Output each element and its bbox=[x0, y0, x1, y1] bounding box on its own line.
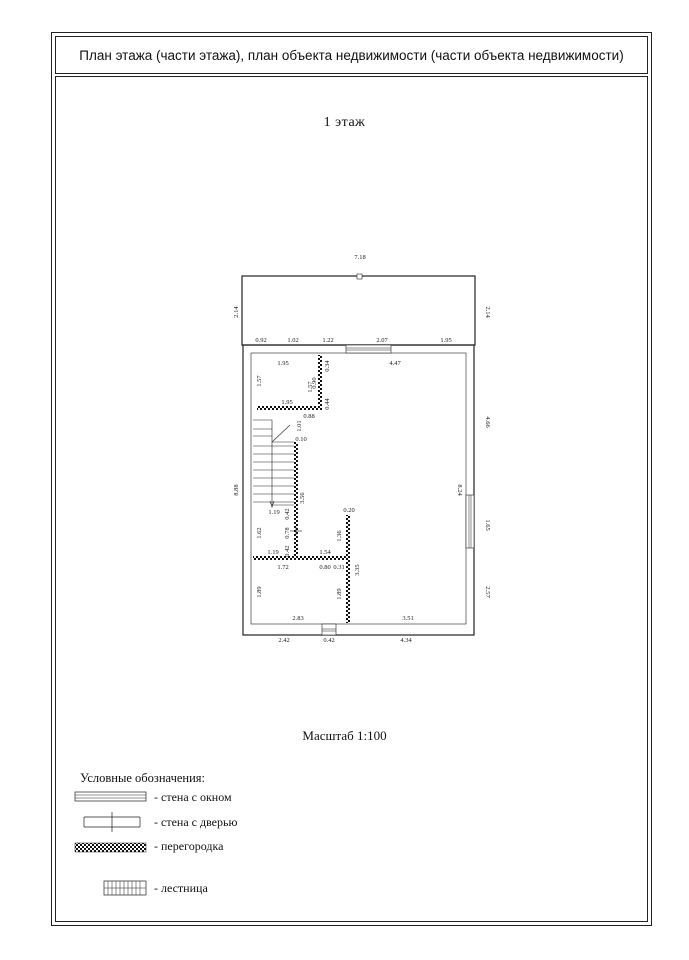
dim-0-44: 0.44 bbox=[324, 398, 331, 410]
dim-1-01: 1.01 bbox=[296, 420, 303, 432]
dim-3-35: 3.35 bbox=[354, 564, 361, 576]
dim-2-83: 2.83 bbox=[292, 615, 304, 622]
dim-1-36: 1.36 bbox=[336, 530, 343, 542]
dim-1-57-small: 1.57 bbox=[307, 381, 314, 393]
top-window bbox=[346, 345, 391, 353]
dim-right-2-57: 2.57 bbox=[484, 586, 491, 598]
dim-1-89-left: 1.89 bbox=[256, 586, 263, 598]
wall-with-door-icon bbox=[84, 812, 140, 832]
dim-1-19-b: 1.19 bbox=[267, 549, 279, 556]
dim-0-80: 0.80 bbox=[319, 564, 331, 571]
staircase bbox=[253, 420, 294, 507]
legend-title: Условные обозначения: bbox=[80, 771, 206, 785]
dim-bottom-2-42: 2.42 bbox=[278, 637, 290, 644]
dim-1-22: 1.22 bbox=[322, 337, 334, 344]
partition-bathroom bbox=[346, 515, 350, 623]
dim-right-8-24: 8.24 bbox=[456, 484, 463, 496]
legend-label-staircase: - лестница bbox=[154, 881, 208, 895]
legend-label-partition: - перегородка bbox=[154, 839, 224, 853]
wall-with-window-icon bbox=[75, 792, 146, 801]
dim-0-42-b: 0.42 bbox=[284, 545, 291, 557]
legend-label-window-wall: - стена с окном bbox=[154, 790, 232, 804]
dim-1-62: 1.62 bbox=[256, 527, 263, 539]
dim-2-07: 2.07 bbox=[376, 337, 388, 344]
dim-top-total: 7.18 bbox=[354, 254, 366, 261]
dim-room1-bottom: 1.95 bbox=[281, 399, 293, 406]
dim-terrace-left: 2.14 bbox=[233, 306, 240, 318]
dim-0-34: 0.34 bbox=[324, 360, 331, 372]
partition-stair-right bbox=[294, 442, 298, 560]
dim-left-8-88: 8.88 bbox=[233, 484, 240, 496]
staircase-icon bbox=[104, 881, 146, 895]
dim-right-4-66: 4.66 bbox=[484, 416, 491, 428]
dim-1-19-a: 1.19 bbox=[268, 509, 280, 516]
dim-1-72: 1.72 bbox=[277, 564, 289, 571]
partition-corridor bbox=[253, 556, 348, 560]
partition-icon bbox=[75, 843, 146, 852]
right-window bbox=[466, 495, 474, 548]
floor-label: 1 этаж bbox=[323, 115, 366, 130]
house-outer-wall bbox=[243, 345, 474, 635]
dim-bottom-0-42: 0.42 bbox=[323, 637, 335, 644]
dim-terrace-right: 2.14 bbox=[484, 306, 491, 318]
dim-3-51: 3.51 bbox=[402, 615, 414, 622]
dim-bottom-4-34: 4.34 bbox=[400, 637, 412, 644]
dim-1-54: 1.54 bbox=[319, 549, 331, 556]
entrance-door bbox=[322, 624, 336, 635]
partition-room1-bottom bbox=[257, 406, 322, 410]
scale-label: Масштаб 1:100 bbox=[302, 728, 387, 743]
terrace-post bbox=[357, 274, 362, 279]
dim-0-20: 0.20 bbox=[343, 507, 355, 514]
dim-right-1-65: 1.65 bbox=[484, 519, 491, 531]
dim-0-31: 0.31 bbox=[333, 564, 345, 571]
dim-room2-width: 4.47 bbox=[389, 360, 401, 367]
dim-0-88: 0.88 bbox=[303, 413, 315, 420]
dim-3-56: 3.56 bbox=[299, 492, 306, 504]
legend-label-door-wall: - стена с дверью bbox=[154, 815, 238, 829]
document-title: План этажа (части этажа), план объекта недвижимости (части объекта недвижимости) bbox=[55, 36, 648, 74]
partition-room1-right bbox=[318, 355, 322, 410]
dim-0-42-a: 0.42 bbox=[284, 508, 291, 520]
terrace-outline bbox=[242, 276, 475, 345]
house-inner-wall bbox=[251, 353, 466, 624]
dim-0-78: 0.78 bbox=[284, 527, 291, 539]
dim-1-89-mid: 1.89 bbox=[336, 588, 343, 600]
dim-0-92: 0.92 bbox=[255, 337, 267, 344]
dim-room1-width: 1.95 bbox=[277, 360, 289, 367]
dim-1-02: 1.02 bbox=[287, 337, 299, 344]
dim-1-95-top: 1.95 bbox=[440, 337, 452, 344]
dim-1-57-left: 1.57 bbox=[256, 375, 263, 387]
dim-0-90: 0.90 bbox=[311, 377, 318, 389]
dim-0-10: 0.10 bbox=[295, 436, 307, 443]
